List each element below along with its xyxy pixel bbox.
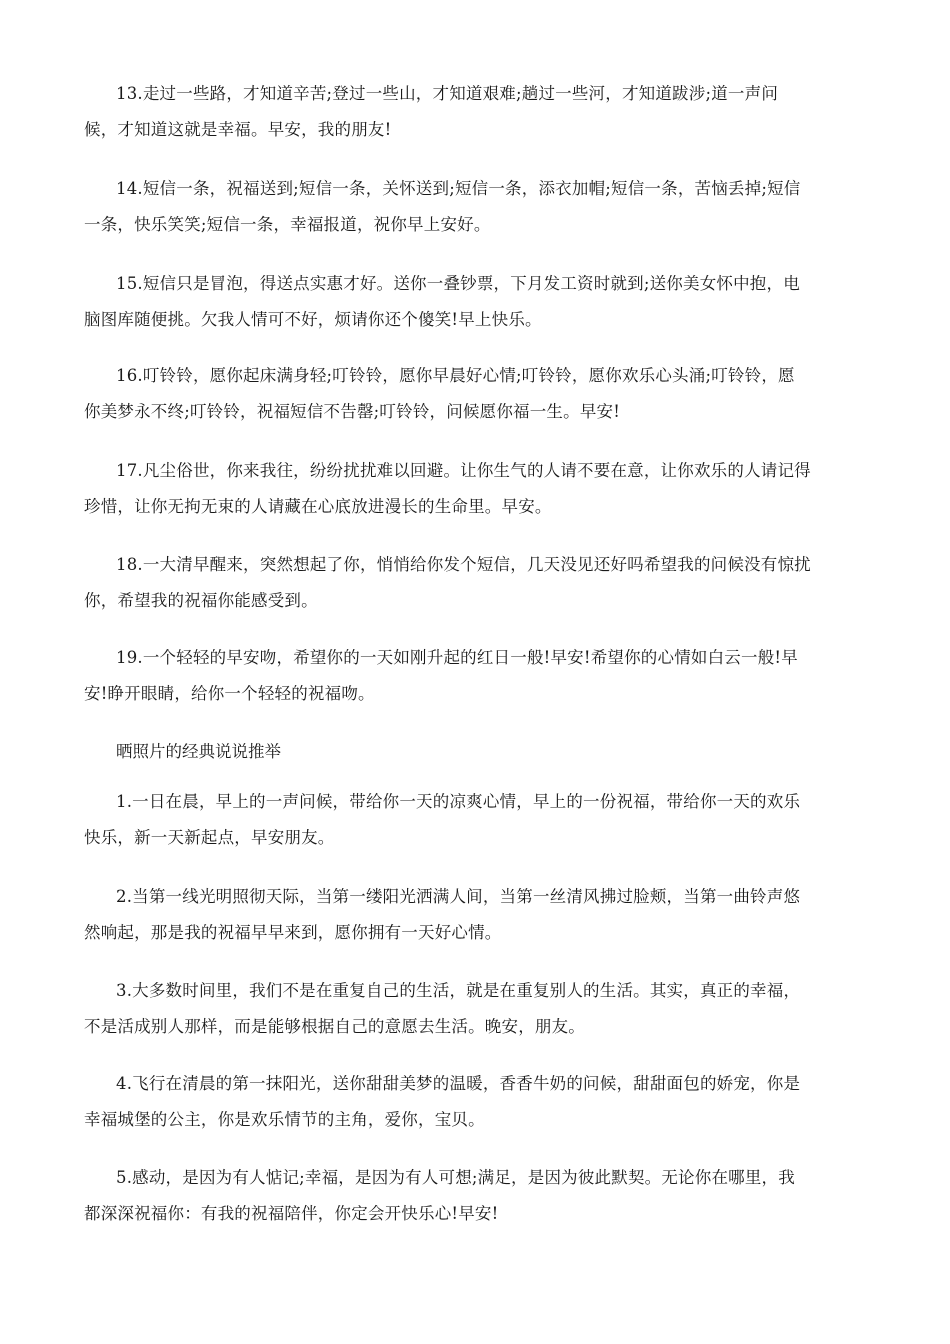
paragraph-line: 然响起，那是我的祝福早早来到，愿你拥有一天好心情。: [84, 923, 502, 942]
paragraph-line: 1.一日在晨，早上的一声问候，带给你一天的凉爽心情，早上的一份祝福，带给你一天的欢乐: [116, 792, 801, 811]
paragraph-line: 18.一大清早醒来，突然想起了你，悄悄给你发个短信，几天没见还好吗希望我的问候没有惊扰: [116, 555, 811, 574]
paragraph-line: 5.感动，是因为有人惦记;幸福，是因为有人可想;满足，是因为彼此默契。无论你在哪里，我: [116, 1168, 795, 1187]
paragraph-line: 13.走过一些路，才知道辛苦;登过一些山，才知道艰难;趟过一些河，才知道跋涉;道一声问: [116, 84, 779, 103]
paragraph-14: [84, 171, 866, 243]
paragraph-13: [84, 76, 866, 148]
paragraph-b1: [84, 784, 866, 856]
paragraph-line: 不是活成别人那样，而是能够根据自己的意愿去生活。晚安，朋友。: [84, 1017, 585, 1036]
paragraph-15: [84, 266, 866, 338]
paragraph-line: 珍惜，让你无拘无束的人请藏在心底放进漫长的生命里。早安。: [84, 497, 552, 516]
paragraph-19: [84, 640, 866, 712]
paragraph-line: 快乐，新一天新起点，早安朋友。: [84, 828, 335, 847]
paragraph-line: 你美梦永不终;叮铃铃，祝福短信不告罄;叮铃铃，问候愿你福一生。早安!: [84, 402, 621, 421]
paragraph-line: 19.一个轻轻的早安吻，希望你的一天如刚升起的红日一般!早安!希望你的心情如白云一般!早: [116, 648, 798, 667]
paragraph-line: 4.飞行在清晨的第一抹阳光，送你甜甜美梦的温暖，香香牛奶的问候，甜甜面包的娇宠，你是: [116, 1074, 801, 1093]
paragraph-line: 14.短信一条，祝福送到;短信一条，关怀送到;短信一条，添衣加帽;短信一条，苦恼丢掉;短信: [116, 179, 801, 198]
paragraph-b5: [84, 1160, 866, 1232]
paragraph-line: 幸福城堡的公主，你是欢乐情节的主角，爱你，宝贝。: [84, 1110, 485, 1129]
paragraph-line: 安!睁开眼睛，给你一个轻轻的祝福吻。: [84, 684, 375, 703]
paragraph-line: 17.凡尘俗世，你来我往，纷纷扰扰难以回避。让你生气的人请不要在意，让你欢乐的人请记得: [116, 461, 811, 480]
paragraph-line: 2.当第一线光明照彻天际，当第一缕阳光洒满人间，当第一丝清风拂过脸颊，当第一曲铃声悠: [116, 887, 801, 906]
paragraph-b4: [84, 1066, 866, 1138]
paragraph-b2: [84, 879, 866, 951]
paragraph-line: 15.短信只是冒泡，得送点实惠才好。送你一叠钞票，下月发工资时就到;送你美女怀中抱，电: [116, 274, 800, 293]
paragraph-line: 3.大多数时间里，我们不是在重复自己的生活，就是在重复别人的生活。其实，真正的幸福，: [116, 981, 801, 1000]
paragraph-b3: [84, 973, 866, 1045]
paragraph-line: 一条，快乐笑笑;短信一条，幸福报道，祝你早上安好。: [84, 215, 491, 234]
paragraph-line: 你，希望我的祝福你能感受到。: [84, 591, 318, 610]
paragraph-line: 都深深祝福你：有我的祝福陪伴，你定会开快乐心!早安!: [84, 1204, 499, 1223]
paragraph-line: 16.叮铃铃，愿你起床满身轻;叮铃铃，愿你早晨好心情;叮铃铃，愿你欢乐心头涌;叮铃铃，愿: [116, 366, 795, 385]
paragraph-line: 脑图库随便挑。欠我人情可不好，烦请你还个傻笑!早上快乐。: [84, 310, 542, 329]
paragraph-line: 候，才知道这就是幸福。早安，我的朋友!: [84, 120, 392, 139]
paragraph-18: [84, 547, 866, 619]
paragraph-17: [84, 453, 866, 525]
paragraph-16: [84, 358, 866, 430]
section-heading: 晒照片的经典说说推举: [116, 742, 281, 761]
